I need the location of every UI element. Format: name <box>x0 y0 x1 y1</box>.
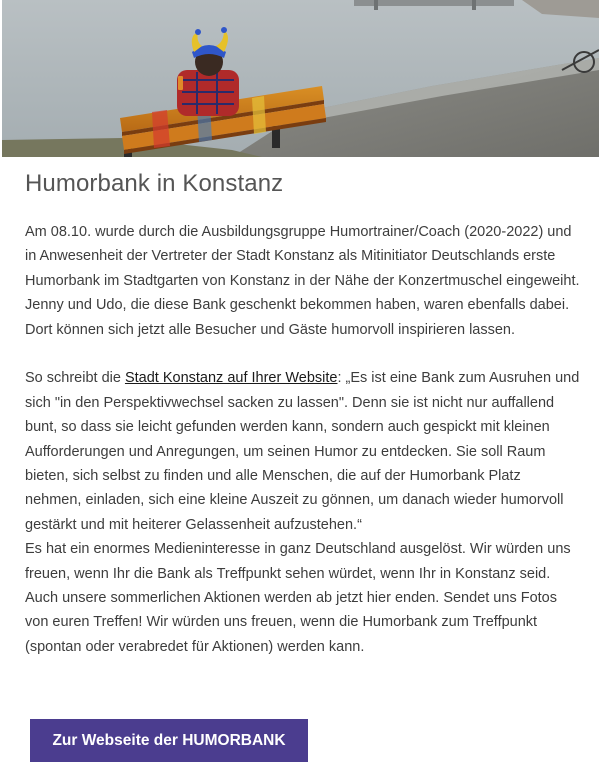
stadt-konstanz-link[interactable]: Stadt Konstanz auf Ihrer Website <box>124 370 338 387</box>
quote-text: : „Es ist eine Bank zum Ausruhen und sich "in den Perspektivwechsel sacken zu lassen". Denn sie ist nicht nur auffallend bunt, so dass sie leicht gefunden werden kann, sondern auch gespickt mit kleinen Aufforderungen und Anregungen, um seinen Humor zu entdecken. Sie soll Raum bieten, sich selbst zu finden und alle Menschen, die auf der Humorbank Platz nehmen, einladen, sich eine kleine Auszeit zu gönnen, um danach wieder humorvoll gestärkt und mit heiterer Gelassenheit aufzustehen.“ <box>25 370 580 533</box>
article-body <box>25 220 580 659</box>
hero-image <box>2 0 599 157</box>
paragraph-spacer <box>25 342 580 366</box>
quote-prefix: So schreibt die <box>25 370 125 387</box>
paragraph-intro: Am 08.10. wurde durch die Ausbildungsgruppe Humortrainer/Coach (2020-2022) und in Anwesenheit der Vertreter der Stadt Konstanz als Mitinitiator Deutschlands erste Humorbank im Stadtgarten von Konstanz in der Nähe der Konzertmuschel eingeweiht. Jenny und Udo, die diese Bank geschenkt bekommen haben, waren ebenfalls dabei. Dort können sich jetzt alle Besucher und Gäste humorvoll inspirieren lassen. <box>25 224 580 338</box>
humorbank-website-button[interactable]: Zur Webseite der HUMORBANK <box>30 719 308 762</box>
page-title: Humorbank in Konstanz <box>25 170 284 197</box>
paragraph-media: Es hat ein enormes Medieninteresse in ganz Deutschland ausgelöst. Wir würden uns freuen, wenn Ihr die Bank als Treffpunkt sehen würdet, wenn Ihr in Konstanz seid. Auch unsere sommerlichen Aktionen werden ab jetzt hier enden. Sendet uns Fotos von euren Treffen! Wir würden uns freuen, wenn die Humorbank zum Treffpunkt (spontan oder verabredet für Aktionen) werden kann. <box>25 541 571 655</box>
paragraph-quote <box>25 366 580 537</box>
